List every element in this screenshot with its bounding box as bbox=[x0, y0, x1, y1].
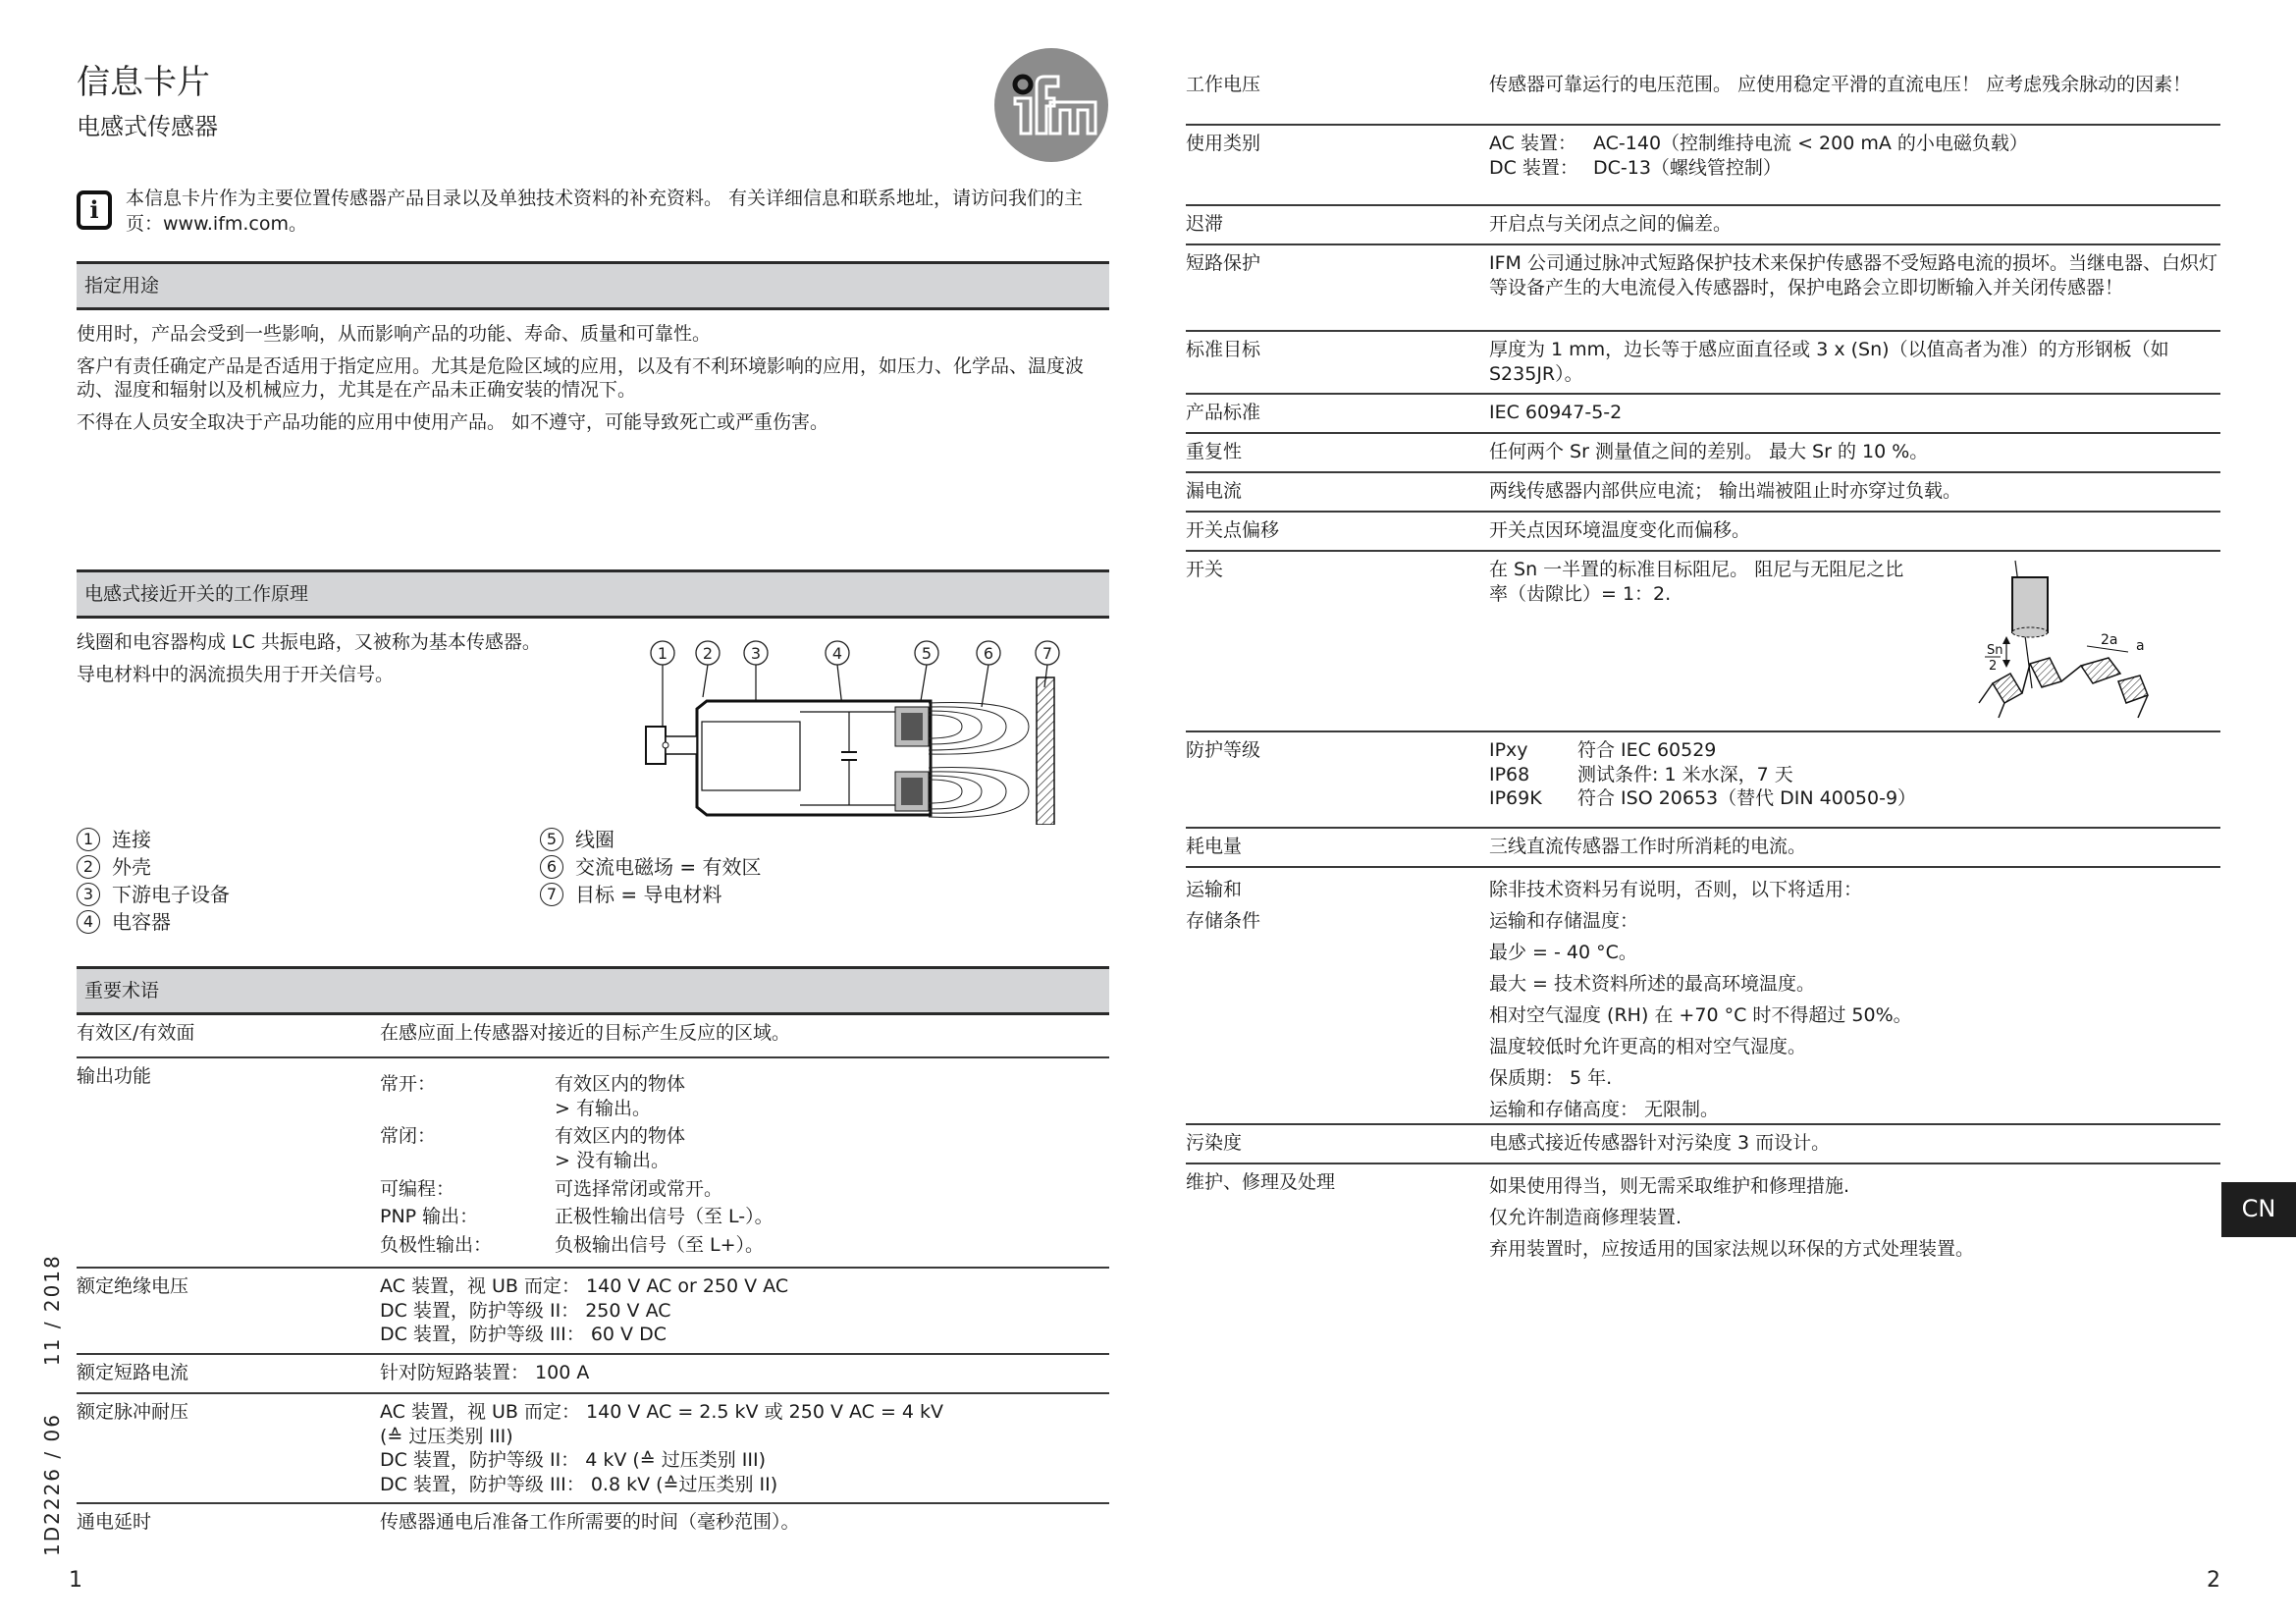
page-title: 信息卡片 bbox=[77, 63, 210, 102]
table-row: 开关 在 Sn 一半置的标准目标阻尼。 阻尼与无阻尼之比率（齿隙比）= 1：2. Sn 2 2a a bbox=[1186, 550, 2220, 730]
paragraph: 客户有责任确定产品是否适用于指定应用。尤其是危险区域的应用，以及有不利环境影响的应用，如压力、化学品、温度波动、湿度和辐射以及机械应力，尤其是在产品未正确安装的情况下。 bbox=[77, 354, 1085, 402]
table-row: 通电延时 传感器通电后准备工作所需要的时间（毫秒范围）。 bbox=[77, 1502, 1109, 1545]
paragraph: 不得在人员安全取决于产品功能的应用中使用产品。 如不遵守，可能导致死亡或严重伤害。 bbox=[77, 411, 829, 434]
legend-item: 4 电容器 bbox=[77, 909, 171, 935]
legend-item: 6 交流电磁场 = 有效区 bbox=[540, 854, 761, 880]
ifm-logo-icon bbox=[993, 47, 1109, 163]
table-row: 工作电压 传感器可靠运行的电压范围。 应使用稳定平滑的直流电压！ 应考虑残余脉动的因素！ bbox=[1186, 74, 2192, 95]
page-subtitle: 电感式传感器 bbox=[77, 113, 218, 140]
legend-item: 1 连接 bbox=[77, 827, 151, 852]
section-heading-principle: 电感式接近开关的工作原理 bbox=[77, 569, 1109, 619]
svg-text:Sn: Sn bbox=[1987, 643, 2003, 658]
table-row: 污染度 电感式接近传感器针对污染度 3 而设计。 bbox=[1186, 1123, 2220, 1163]
table-row: 维护、修理及处理 如果使用得当，则无需采取维护和修理措施. 仅允许制造商修理装置. 弃用装置时，应按适用的国家法规以环保的方式处理装置。 bbox=[1186, 1163, 2220, 1280]
page-number-left: 1 bbox=[69, 1568, 82, 1593]
table-row: 重复性 任何两个 Sr 测量值之间的差别。 最大 Sr 的 10 %。 bbox=[1186, 432, 2220, 471]
table-row: 标准目标 厚度为 1 mm，边长等于感应面直径或 3 x (Sn)（以值高者为准）的方形钢板（如 S235JR）。 bbox=[1186, 330, 2220, 393]
terms-table bbox=[77, 1015, 1109, 1545]
table-row: 开关点偏移 开关点因环境温度变化而偏移。 bbox=[1186, 511, 2220, 550]
paragraph: 导电材料中的涡流损失用于开关信号。 bbox=[77, 663, 395, 685]
page-number-right: 2 bbox=[2207, 1568, 2220, 1593]
table-row: 额定脉冲耐压 AC 装置，视 UB 而定： 140 V AC = 2.5 kV 或 250 V AC = 4 kV (≙ 过压类别 III) DC 装置，防护等级 II： 4 kV (≙ 过压类别 III) DC 装置，防护等级 III： 0.8 kV (≙过压类别 II) bbox=[77, 1392, 1109, 1502]
svg-text:2: 2 bbox=[702, 644, 714, 663]
table-row: 短路保护 IFM 公司通过脉冲式短路保护技术来保护传感器不受短路电流的损坏。当继电器、白炽灯等设备产生的大电流侵入传感器时，保护电路会立即切断输入并关闭传感器！ bbox=[1186, 243, 2220, 324]
sensor-cross-section-icon bbox=[638, 628, 1119, 825]
spec-table bbox=[1186, 59, 2220, 1286]
gear-target-diagram bbox=[1971, 556, 2177, 723]
section-heading-terms: 重要术语 bbox=[77, 966, 1109, 1015]
svg-text:2: 2 bbox=[1989, 659, 1998, 674]
legend-item: 3 下游电子设备 bbox=[77, 882, 230, 907]
intended-use-body bbox=[77, 322, 1109, 443]
legend-item: 5 线圈 bbox=[540, 827, 614, 852]
svg-text:a: a bbox=[2136, 638, 2145, 654]
table-row: 使用类别 AC 装置： AC-140（控制维持电流 < 200 mA 的小电磁负载） DC 装置： DC-13（螺线管控制） bbox=[1186, 124, 2220, 204]
info-icon: i bbox=[77, 190, 112, 230]
svg-text:1: 1 bbox=[657, 644, 668, 663]
table-row: 迟滞 开启点与关闭点之间的偏差。 bbox=[1186, 204, 2220, 243]
svg-text:6: 6 bbox=[983, 644, 994, 663]
svg-text:5: 5 bbox=[921, 644, 933, 663]
table-row: 额定短路电流 针对防短路装置： 100 A bbox=[77, 1353, 1109, 1392]
svg-text:4: 4 bbox=[831, 644, 843, 663]
ifm-logo bbox=[993, 47, 1109, 163]
table-row: 运输和 存储条件 除非技术资料另有说明，否则，以下将适用： 运输和存储温度： 最少 = - 40 °C。 最大 = 技术资料所述的最高环境温度。 相对空气湿度 (RH) 在 +70 °C 时不得超过 50%。 温度较低时允许更高的相对空气湿度。 保质期： 5 年. 运输和存储高度： 无限制。 bbox=[1186, 866, 2220, 1123]
table-row: 漏电流 两线传感器内部供应电流； 输出端被阻止时亦穿过负载。 bbox=[1186, 471, 2220, 511]
info-text: 本信息卡片作为主要位置传感器产品目录以及单独技术资料的补充资料。 有关详细信息和联系地址，请访问我们的主页：www.ifm.com。 bbox=[126, 188, 1084, 235]
language-tab: CN bbox=[2221, 1182, 2296, 1237]
gear-target-icon bbox=[1971, 556, 2177, 723]
legend-item: 7 目标 = 导电材料 bbox=[540, 882, 721, 907]
svg-text:2a: 2a bbox=[2101, 632, 2118, 648]
table-row: 有效区/有效面 在感应面上传感器对接近的目标产生反应的区域。 bbox=[77, 1022, 791, 1044]
table-row: 耗电量 三线直流传感器工作时所消耗的电流。 bbox=[1186, 827, 2220, 866]
paragraph: 线圈和电容器构成 LC 共振电路，又被称为基本传感器。 bbox=[77, 631, 541, 653]
legend-item: 2 外壳 bbox=[77, 854, 151, 880]
sensor-diagram bbox=[638, 628, 1119, 825]
principle-body bbox=[77, 630, 587, 694]
svg-text:7: 7 bbox=[1041, 644, 1053, 663]
svg-text:3: 3 bbox=[750, 644, 762, 663]
info-note bbox=[77, 187, 1109, 237]
paragraph: 使用时，产品会受到一些影响，从而影响产品的功能、寿命、质量和可靠性。 bbox=[77, 323, 712, 345]
table-row: 输出功能 常开： 有效区内的物体 > 有输出。 常闭： 有效区内的物体 > 没有输出。 可编程： 可选择常闭或常开。 PNP 输出： 正极性输出信号（至 L-）。 负极性输出： 负极输出信号（至 L+）。 bbox=[77, 1056, 1109, 1300]
table-row: 额定绝缘电压 AC 装置，视 UB 而定： 140 V AC or 250 V AC DC 装置，防护等级 II： 250 V AC DC 装置，防护等级 III： 60 V DC bbox=[77, 1267, 1109, 1353]
table-row: 防护等级 IPxy 符合 IEC 60529 IP68 测试条件: 1 米水深，7 天 IP69K 符合 ISO 20653（替代 DIN 40050-9） bbox=[1186, 730, 2220, 827]
document-code: 1D2226 / 0611 / 2018 bbox=[40, 1254, 64, 1556]
section-heading-intended-use: 指定用途 bbox=[77, 261, 1109, 310]
table-row: 产品标准 IEC 60947-5-2 bbox=[1186, 393, 2220, 432]
